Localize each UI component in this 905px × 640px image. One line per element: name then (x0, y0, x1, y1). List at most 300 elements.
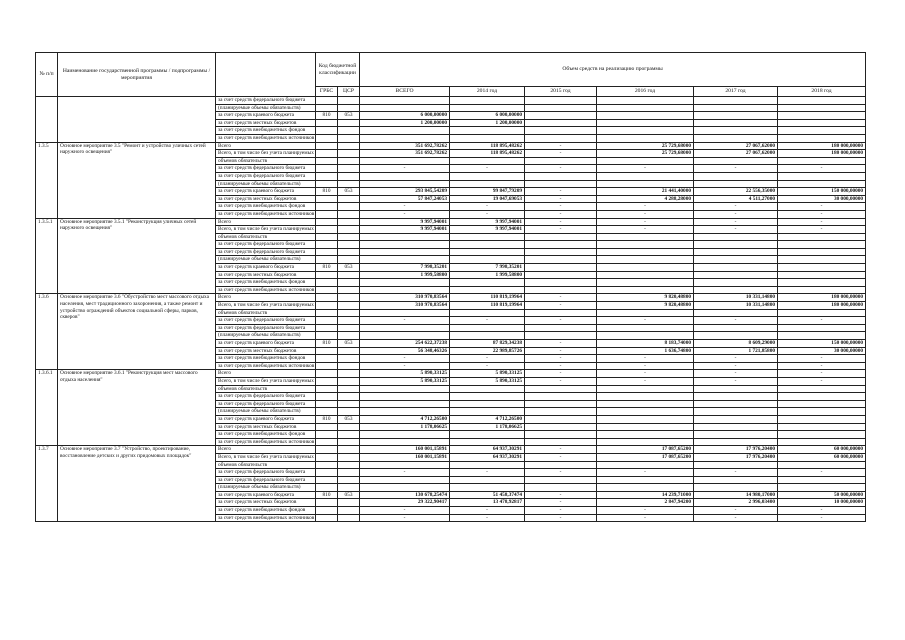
cell-total (360, 393, 450, 401)
cell-2018: 30 000,00000 (778, 347, 866, 355)
cell-grbs (316, 302, 338, 310)
cell-2017 (694, 332, 778, 340)
cell-2014: 4 712,26500 (450, 415, 525, 423)
cell-2018: - (778, 210, 866, 218)
cell-2015: - (525, 210, 597, 218)
cell-csr (338, 119, 360, 127)
cell-total (360, 127, 450, 135)
funding-source-label: за счет средств краевого бюджета (216, 415, 316, 423)
header-csr: ЦСР (338, 87, 360, 97)
cell-grbs (316, 226, 338, 234)
cell-2016 (597, 431, 694, 439)
cell-2017: 4 511,27000 (694, 195, 778, 203)
cell-csr: 053 (338, 112, 360, 120)
cell-total: - (360, 210, 450, 218)
cell-csr (338, 393, 360, 401)
cell-csr (338, 317, 360, 325)
cell-grbs (316, 210, 338, 218)
cell-2016: 8 183,74000 (597, 340, 694, 348)
cell-2017 (694, 134, 778, 142)
cell-grbs (316, 97, 338, 105)
cell-2016: 17 087,65200 (597, 446, 694, 454)
cell-2018 (778, 134, 866, 142)
cell-grbs (316, 332, 338, 340)
cell-2016 (597, 180, 694, 188)
cell-2015 (525, 423, 597, 431)
cell-total (360, 438, 450, 446)
cell-2014 (450, 324, 525, 332)
cell-2015 (525, 233, 597, 241)
cell-2017 (694, 104, 778, 112)
cell-grbs (316, 362, 338, 370)
funding-source-label: Всего, в том числе без учета планируемых (216, 377, 316, 385)
cell-csr (338, 165, 360, 173)
cell-csr (338, 385, 360, 393)
cell-total: 160 001,15891 (360, 453, 450, 461)
cell-2017 (694, 241, 778, 249)
cell-2014 (450, 309, 525, 317)
cell-2014: 5 890,33125 (450, 377, 525, 385)
cell-csr (338, 347, 360, 355)
row-number (36, 97, 58, 143)
program-name: Основное мероприятие 3.5.1 "Реконструкция уличных сетей наружного освещения" (58, 218, 216, 294)
program-name: Основное мероприятие 3.6 "Обустройство мест массового отдыха населения, мест традиционного захоронения, а также ремонт и устройство ограждений объектов социальной сферы, парков, скверов" (58, 294, 216, 370)
table-row (36, 446, 866, 454)
cell-2017: - (694, 362, 778, 370)
cell-grbs (316, 317, 338, 325)
cell-csr: 053 (338, 415, 360, 423)
funding-source-label: за счет средств федерального бюджета (216, 241, 316, 249)
cell-grbs (316, 514, 338, 522)
cell-2014 (450, 286, 525, 294)
header-num: № п/п (36, 53, 58, 97)
funding-source-label: за счет средств краевого бюджета (216, 112, 316, 120)
cell-csr (338, 286, 360, 294)
cell-2014 (450, 97, 525, 105)
cell-2016 (597, 385, 694, 393)
cell-csr: 053 (338, 340, 360, 348)
cell-2014: 1 178,06625 (450, 423, 525, 431)
cell-2018 (778, 415, 866, 423)
cell-2016: 17 087,65200 (597, 453, 694, 461)
cell-2017 (694, 180, 778, 188)
funding-source-label: за счет средств внебюджетных фондов (216, 431, 316, 439)
cell-2015 (525, 476, 597, 484)
cell-2018: - (778, 355, 866, 363)
cell-2014: 13 478,92817 (450, 499, 525, 507)
funding-source-label: объемов обязательств (216, 385, 316, 393)
cell-total: 56 348,46326 (360, 347, 450, 355)
cell-2016 (597, 476, 694, 484)
cell-2017 (694, 438, 778, 446)
cell-csr (338, 294, 360, 302)
cell-2017: 1 721,85800 (694, 347, 778, 355)
funding-source-label: объемов обязательств (216, 461, 316, 469)
cell-2018 (778, 180, 866, 188)
cell-2018: - (778, 377, 866, 385)
cell-2017: - (694, 377, 778, 385)
cell-2014 (450, 256, 525, 264)
table-row (36, 294, 866, 302)
cell-total: 293 845,54209 (360, 188, 450, 196)
cell-total: - (360, 203, 450, 211)
header-2014: 2014 год (450, 87, 525, 97)
funding-source-label: (планируемые объемы обязательств) (216, 104, 316, 112)
cell-2018 (778, 309, 866, 317)
cell-2016: - (597, 165, 694, 173)
cell-2014: 110 819,19964 (450, 294, 525, 302)
cell-2017 (694, 157, 778, 165)
cell-csr (338, 309, 360, 317)
cell-grbs (316, 218, 338, 226)
cell-2015: - (525, 218, 597, 226)
program-name: Основное мероприятие 3.5 "Ремонт и устройство уличных сетей наружного освещения" (58, 142, 216, 218)
cell-grbs (316, 203, 338, 211)
cell-2017 (694, 415, 778, 423)
cell-2015: - (525, 507, 597, 515)
cell-2017 (694, 461, 778, 469)
cell-csr (338, 256, 360, 264)
cell-2014: - (450, 507, 525, 515)
cell-2018 (778, 324, 866, 332)
cell-2015: - (525, 355, 597, 363)
cell-csr (338, 484, 360, 492)
cell-2016: 9 820,48800 (597, 294, 694, 302)
cell-2016 (597, 256, 694, 264)
cell-csr (338, 279, 360, 287)
cell-2015 (525, 157, 597, 165)
cell-2016 (597, 393, 694, 401)
cell-2014 (450, 279, 525, 287)
table-body (36, 97, 866, 522)
budget-table (35, 52, 866, 522)
cell-csr: 053 (338, 188, 360, 196)
cell-2018 (778, 286, 866, 294)
cell-2017: - (694, 226, 778, 234)
header-volumes: Объем средств на реализацию программы (360, 53, 866, 87)
funding-source-label: за счет средств федерального бюджета (216, 324, 316, 332)
cell-2017 (694, 264, 778, 272)
cell-2014 (450, 393, 525, 401)
funding-source-label: за счет средств внебюджетных фондов (216, 203, 316, 211)
funding-source-label: за счет средств внебюджетных источников (216, 134, 316, 142)
cell-grbs: 810 (316, 188, 338, 196)
cell-csr (338, 355, 360, 363)
funding-source-label: за счет средств местных бюджетов (216, 347, 316, 355)
cell-2016 (597, 233, 694, 241)
funding-source-label: за счет средств внебюджетных источников (216, 438, 316, 446)
funding-source-label: за счет средств федерального бюджета (216, 248, 316, 256)
cell-2014 (450, 476, 525, 484)
cell-2018: 50 000,00000 (778, 491, 866, 499)
cell-total (360, 484, 450, 492)
cell-2016 (597, 172, 694, 180)
cell-csr (338, 218, 360, 226)
funding-source-label: за счет средств внебюджетных источников (216, 210, 316, 218)
cell-2014: - (450, 514, 525, 522)
cell-grbs (316, 180, 338, 188)
cell-2014: 1 200,00000 (450, 119, 525, 127)
cell-2016 (597, 134, 694, 142)
cell-2016 (597, 279, 694, 287)
cell-csr (338, 127, 360, 135)
funding-source-label: за счет средств федерального бюджета (216, 476, 316, 484)
table-row (36, 370, 866, 378)
cell-2015 (525, 97, 597, 105)
cell-2016: 1 636,74800 (597, 347, 694, 355)
cell-total: 310 970,83564 (360, 294, 450, 302)
cell-2014: - (450, 355, 525, 363)
cell-2015 (525, 385, 597, 393)
table-row (36, 142, 866, 150)
funding-source-label: Всего, в том числе без учета планируемых (216, 226, 316, 234)
cell-2016 (597, 104, 694, 112)
cell-csr (338, 150, 360, 158)
cell-2017: 17 976,20400 (694, 446, 778, 454)
cell-total (360, 279, 450, 287)
cell-csr (338, 423, 360, 431)
cell-2015: - (525, 302, 597, 310)
cell-2016 (597, 157, 694, 165)
cell-2018: - (778, 370, 866, 378)
funding-source-label: за счет средств местных бюджетов (216, 195, 316, 203)
funding-source-label: Всего (216, 142, 316, 150)
cell-2018 (778, 476, 866, 484)
cell-2016: - (597, 362, 694, 370)
header-name: Наименование государственной программы / подпрограммы / мероприятия (58, 53, 216, 97)
cell-grbs (316, 248, 338, 256)
cell-total: 160 001,15891 (360, 446, 450, 454)
cell-2016 (597, 97, 694, 105)
cell-2017: - (694, 317, 778, 325)
funding-source-label: за счет средств краевого бюджета (216, 340, 316, 348)
cell-grbs: 810 (316, 112, 338, 120)
cell-2016 (597, 271, 694, 279)
cell-2015: - (525, 226, 597, 234)
funding-source-label: (планируемые объемы обязательств) (216, 256, 316, 264)
header-2016: 2016 год (597, 87, 694, 97)
cell-total: 1 200,00000 (360, 119, 450, 127)
cell-csr (338, 453, 360, 461)
cell-csr (338, 362, 360, 370)
cell-2015: - (525, 453, 597, 461)
cell-csr (338, 195, 360, 203)
cell-2015 (525, 127, 597, 135)
cell-2018: 60 000,00000 (778, 446, 866, 454)
cell-total (360, 400, 450, 408)
funding-source-label: объемов обязательств (216, 309, 316, 317)
funding-source-label: за счет средств федерального бюджета (216, 400, 316, 408)
funding-source-label: за счет средств федерального бюджета (216, 317, 316, 325)
cell-2014 (450, 484, 525, 492)
cell-2017 (694, 112, 778, 120)
cell-2016: - (597, 469, 694, 477)
cell-total: - (360, 355, 450, 363)
funding-source-label: объемов обязательств (216, 233, 316, 241)
cell-grbs (316, 377, 338, 385)
cell-csr (338, 157, 360, 165)
cell-2017: 17 976,20400 (694, 453, 778, 461)
cell-2016 (597, 400, 694, 408)
cell-2015 (525, 271, 597, 279)
cell-2014 (450, 438, 525, 446)
cell-2016: - (597, 507, 694, 515)
funding-source-label: за счет средств внебюджетных фондов (216, 127, 316, 135)
cell-total: 351 692,78262 (360, 150, 450, 158)
cell-csr (338, 370, 360, 378)
cell-2018: 150 000,00000 (778, 340, 866, 348)
cell-2017 (694, 324, 778, 332)
cell-grbs (316, 355, 338, 363)
header-code: Код бюджетной классификации (316, 53, 360, 87)
cell-2017 (694, 279, 778, 287)
cell-2015 (525, 309, 597, 317)
cell-2016: - (597, 226, 694, 234)
cell-grbs (316, 195, 338, 203)
cell-2017 (694, 271, 778, 279)
cell-csr (338, 97, 360, 105)
cell-2014 (450, 104, 525, 112)
cell-2018: - (778, 165, 866, 173)
cell-2018 (778, 127, 866, 135)
cell-2018: 150 000,00000 (778, 188, 866, 196)
cell-2015: - (525, 188, 597, 196)
cell-2017 (694, 423, 778, 431)
cell-csr (338, 514, 360, 522)
cell-2017: 10 331,14800 (694, 302, 778, 310)
cell-2015: - (525, 514, 597, 522)
program-name: Основное мероприятие 3.6.1 "Реконструкция мест массового отдыха населения" (58, 370, 216, 446)
funding-source-label: Всего (216, 294, 316, 302)
cell-csr (338, 438, 360, 446)
funding-source-label: Всего (216, 446, 316, 454)
cell-total (360, 97, 450, 105)
funding-source-label: (планируемые объемы обязательств) (216, 484, 316, 492)
cell-2016 (597, 241, 694, 249)
cell-grbs: 810 (316, 340, 338, 348)
cell-total: 1 999,58800 (360, 271, 450, 279)
cell-2014: 118 895,48262 (450, 150, 525, 158)
cell-2017: 22 556,35000 (694, 188, 778, 196)
cell-2014: 19 047,69053 (450, 195, 525, 203)
cell-2016: - (597, 377, 694, 385)
cell-total: 5 890,33125 (360, 370, 450, 378)
cell-2017: 8 609,29000 (694, 340, 778, 348)
cell-total (360, 233, 450, 241)
funding-source-label: (планируемые объемы обязательств) (216, 332, 316, 340)
cell-2018: 180 000,00000 (778, 142, 866, 150)
cell-2016 (597, 264, 694, 272)
cell-csr (338, 377, 360, 385)
cell-grbs (316, 309, 338, 317)
cell-grbs (316, 142, 338, 150)
cell-2016 (597, 332, 694, 340)
cell-total: 351 692,78262 (360, 142, 450, 150)
program-name (58, 97, 216, 143)
cell-2016: - (597, 514, 694, 522)
funding-source-label: за счет средств местных бюджетов (216, 499, 316, 507)
funding-source-label: за счет средств краевого бюджета (216, 188, 316, 196)
cell-2017 (694, 286, 778, 294)
cell-grbs (316, 119, 338, 127)
cell-csr: 053 (338, 491, 360, 499)
cell-2017 (694, 385, 778, 393)
cell-2018: - (778, 203, 866, 211)
cell-csr (338, 408, 360, 416)
cell-grbs (316, 324, 338, 332)
cell-grbs (316, 385, 338, 393)
cell-2018 (778, 271, 866, 279)
funding-source-label: объемов обязательств (216, 157, 316, 165)
cell-total (360, 134, 450, 142)
cell-2015 (525, 119, 597, 127)
funding-source-label: за счет средств федерального бюджета (216, 393, 316, 401)
cell-2018 (778, 279, 866, 287)
header-2015: 2015 год (525, 87, 597, 97)
cell-2015 (525, 279, 597, 287)
cell-csr (338, 469, 360, 477)
cell-total: 7 998,35201 (360, 264, 450, 272)
cell-2015 (525, 484, 597, 492)
funding-source-label: за счет средств краевого бюджета (216, 491, 316, 499)
cell-2017 (694, 248, 778, 256)
cell-2014 (450, 408, 525, 416)
cell-2017: 27 067,62000 (694, 142, 778, 150)
cell-2014 (450, 332, 525, 340)
cell-2018 (778, 157, 866, 165)
cell-2018 (778, 461, 866, 469)
funding-source-label: за счет средств внебюджетных фондов (216, 507, 316, 515)
cell-csr (338, 203, 360, 211)
cell-2014: - (450, 165, 525, 173)
cell-grbs (316, 294, 338, 302)
cell-2018: - (778, 218, 866, 226)
cell-2016 (597, 408, 694, 416)
cell-2016: - (597, 317, 694, 325)
cell-csr (338, 461, 360, 469)
cell-total (360, 241, 450, 249)
cell-total: - (360, 514, 450, 522)
funding-source-label: за счет средств внебюджетных фондов (216, 355, 316, 363)
cell-2015 (525, 438, 597, 446)
cell-total: 4 712,26500 (360, 415, 450, 423)
cell-csr (338, 172, 360, 180)
cell-2017: - (694, 469, 778, 477)
cell-2015: - (525, 362, 597, 370)
cell-grbs (316, 469, 338, 477)
cell-2017 (694, 119, 778, 127)
cell-2016 (597, 112, 694, 120)
cell-2016: 25 729,68000 (597, 150, 694, 158)
cell-total (360, 180, 450, 188)
cell-2015 (525, 324, 597, 332)
cell-2018 (778, 408, 866, 416)
cell-grbs: 810 (316, 264, 338, 272)
cell-2018: - (778, 226, 866, 234)
cell-2017: - (694, 355, 778, 363)
cell-2014 (450, 400, 525, 408)
cell-2016 (597, 127, 694, 135)
funding-source-label: за счет средств федерального бюджета (216, 172, 316, 180)
row-number: 1.3.7 (36, 446, 58, 522)
cell-2018: 10 000,00000 (778, 499, 866, 507)
cell-csr (338, 476, 360, 484)
cell-2015 (525, 241, 597, 249)
cell-grbs (316, 446, 338, 454)
cell-2015 (525, 332, 597, 340)
cell-2015 (525, 112, 597, 120)
cell-grbs (316, 453, 338, 461)
